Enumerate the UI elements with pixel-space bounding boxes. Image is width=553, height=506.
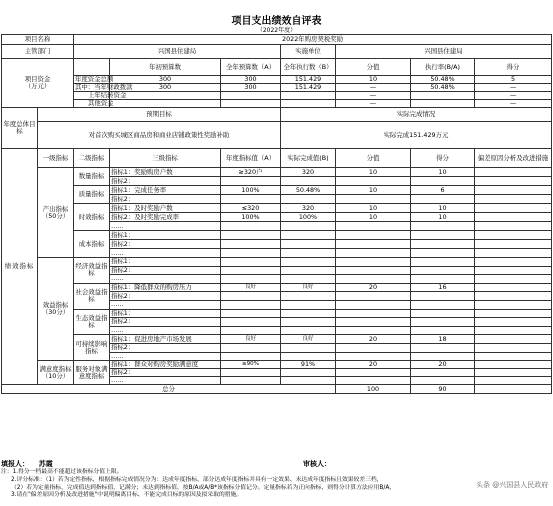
filler: 填报人： 苏霞 bbox=[1, 460, 53, 468]
level3-indicator: …… bbox=[110, 326, 221, 335]
indicator-weight: 20 bbox=[336, 335, 411, 344]
level3-indicator: 指标2： bbox=[110, 195, 221, 204]
expected-goal: 对首次购买城区商品房和商业店铺政策性奖励补助 bbox=[38, 122, 281, 149]
indicator-deviation bbox=[475, 361, 552, 369]
col-level1: 一级指标 bbox=[38, 149, 74, 168]
indicator-deviation bbox=[475, 292, 552, 301]
level3-indicator: 指标2： bbox=[110, 369, 221, 377]
indicator-weight: 20 bbox=[336, 283, 411, 292]
indicator-weight bbox=[336, 369, 411, 377]
level3-indicator: …… bbox=[110, 275, 221, 284]
fund-weight: — bbox=[336, 92, 411, 100]
indicator-weight: 10 bbox=[336, 204, 411, 213]
indicator-weight bbox=[336, 222, 411, 231]
reviewer-label: 审核人： bbox=[303, 460, 331, 468]
indicator-score bbox=[411, 222, 475, 231]
level2-indicator: 时效指标 bbox=[74, 204, 110, 231]
indicator-deviation bbox=[475, 204, 552, 213]
table-row bbox=[2, 108, 552, 122]
col-target: 年度指标值（A） bbox=[221, 149, 281, 168]
col-level2: 二级指标 bbox=[74, 149, 110, 168]
indicator-score bbox=[411, 266, 475, 275]
indicator-actual bbox=[281, 240, 336, 249]
table-row bbox=[2, 92, 552, 100]
indicator-deviation bbox=[475, 266, 552, 275]
indicator-weight: 10 bbox=[336, 168, 411, 177]
fund-row-name: 其他资金 bbox=[74, 100, 110, 108]
level2-indicator: 数量指标 bbox=[74, 168, 110, 186]
indicator-target: ≥320户 bbox=[221, 168, 281, 177]
indicator-deviation bbox=[475, 326, 552, 335]
indicator-deviation bbox=[475, 231, 552, 240]
level3-indicator: …… bbox=[110, 352, 221, 361]
funds-label: 项目资金 （万元） bbox=[2, 59, 74, 108]
level3-indicator: 指标2： bbox=[110, 177, 221, 186]
indicator-score bbox=[411, 300, 475, 309]
note-line: 3.请在"偏差原因分析及改进措施"中说明偏离目标、不能完成目标的原因及拟采取的措施。 bbox=[11, 492, 243, 499]
indicator-target bbox=[221, 326, 281, 335]
indicator-actual bbox=[281, 309, 336, 318]
indicator-deviation bbox=[475, 249, 552, 258]
table-row bbox=[2, 283, 552, 292]
indicator-target bbox=[221, 177, 281, 186]
indicator-score bbox=[411, 258, 475, 267]
indicator-score bbox=[411, 377, 475, 385]
level3-indicator: 指标1：完成任务率 bbox=[110, 186, 221, 195]
fund-exec-rate bbox=[411, 92, 475, 100]
indicator-target bbox=[221, 377, 281, 385]
indicator-actual bbox=[281, 258, 336, 267]
level3-indicator: 指标2： bbox=[110, 240, 221, 249]
indicator-actual bbox=[281, 249, 336, 258]
indicator-deviation bbox=[475, 275, 552, 284]
fund-executed: 151.429 bbox=[281, 84, 336, 92]
indicator-weight bbox=[336, 177, 411, 186]
indicator-deviation bbox=[475, 186, 552, 195]
fund-initial-budget: 300 bbox=[110, 76, 221, 84]
indicator-target bbox=[221, 266, 281, 275]
level3-indicator: 指标2： bbox=[110, 266, 221, 275]
fund-exec-rate bbox=[411, 100, 475, 108]
indicator-deviation bbox=[475, 352, 552, 361]
signature-line bbox=[1, 459, 549, 468]
indicator-actual bbox=[281, 266, 336, 275]
indicator-target bbox=[221, 352, 281, 361]
impl: 兴国县住建局 bbox=[336, 45, 552, 59]
indicator-actual bbox=[281, 292, 336, 301]
level3-indicator: …… bbox=[110, 249, 221, 258]
table-row bbox=[2, 122, 552, 149]
dept: 兴国县住建局 bbox=[74, 45, 281, 59]
fund-weight: — bbox=[336, 100, 411, 108]
level3-indicator: 指标1：群众对购房奖励满意度 bbox=[110, 361, 221, 369]
level2-indicator: 成本指标 bbox=[74, 231, 110, 258]
note-line: 注：1.得分一档最高不能超过该指标分值上限。 bbox=[1, 469, 123, 475]
indicator-target: 100% bbox=[221, 213, 281, 222]
indicator-score: 20 bbox=[411, 361, 475, 369]
indicator-target bbox=[221, 318, 281, 327]
indicator-weight bbox=[336, 309, 411, 318]
indicator-deviation bbox=[475, 177, 552, 186]
indicator-weight bbox=[336, 377, 411, 385]
actual-goal-label: 实际完成情况 bbox=[281, 108, 552, 122]
table-row bbox=[2, 385, 552, 394]
funds-col-6: 得分 bbox=[475, 59, 552, 76]
level2-indicator: 生态效益指标 bbox=[74, 309, 110, 335]
indicator-score bbox=[411, 318, 475, 327]
table-row bbox=[2, 186, 552, 195]
impl-label: 实施单位 bbox=[281, 45, 336, 59]
funds-col-2: 全年预算数（A） bbox=[221, 59, 281, 76]
indicator-actual: 良好 bbox=[281, 335, 336, 344]
col-actual: 实际完成值(B) bbox=[281, 149, 336, 168]
indicator-deviation bbox=[475, 222, 552, 231]
indicator-score: 10 bbox=[411, 168, 475, 177]
table-row bbox=[2, 309, 552, 318]
indicator-weight: 10 bbox=[336, 213, 411, 222]
indicator-score bbox=[411, 292, 475, 301]
indicator-target bbox=[221, 249, 281, 258]
indicator-weight: 20 bbox=[336, 361, 411, 369]
fund-initial-budget bbox=[110, 100, 221, 108]
form-year: （2022年度） bbox=[256, 27, 297, 34]
note-line: （2）若为定量指标，完成值达到指标值，记满分；未达到指标值，按B/A或A/B*该指标分值记分。定量指标若为正向指标，则得分计算方法应用B/A， bbox=[11, 484, 396, 491]
indicator-deviation bbox=[475, 168, 552, 177]
fund-row-name: 年度资金总额 bbox=[75, 75, 114, 83]
indicator-deviation bbox=[475, 335, 552, 344]
project-name-label: 项目名称 bbox=[2, 35, 74, 45]
total-label: 总分 bbox=[2, 385, 336, 394]
indicator-score bbox=[411, 369, 475, 377]
level3-indicator: 指标1：奖励购房户数 bbox=[110, 168, 221, 177]
table-row bbox=[2, 335, 552, 344]
indicator-actual: 320 bbox=[281, 168, 336, 177]
indicator-actual: 320 bbox=[281, 204, 336, 213]
indicator-actual bbox=[281, 177, 336, 186]
indicator-score bbox=[411, 309, 475, 318]
indicator-target bbox=[221, 231, 281, 240]
indicator-target: ≤320 bbox=[221, 204, 281, 213]
fund-score: 5 bbox=[475, 76, 552, 84]
table-row bbox=[2, 149, 552, 168]
indicator-score: 10 bbox=[411, 204, 475, 213]
fund-row-name: 上年结转资金 bbox=[74, 92, 110, 100]
indicator-score bbox=[411, 231, 475, 240]
indicator-target bbox=[221, 309, 281, 318]
indicator-score bbox=[411, 195, 475, 204]
indicator-target: 良好 bbox=[221, 283, 281, 292]
indicator-target bbox=[221, 369, 281, 377]
indicator-score bbox=[411, 326, 475, 335]
table-row bbox=[2, 100, 552, 108]
total-deviation bbox=[475, 385, 552, 394]
indicator-weight bbox=[336, 300, 411, 309]
indicator-target: 良好 bbox=[221, 335, 281, 344]
expected-goal-label: 预期目标 bbox=[38, 108, 281, 122]
table-row bbox=[2, 84, 552, 92]
watermark: 头条 @兴国县人民政府 bbox=[476, 481, 549, 489]
level3-indicator: 指标1：及时奖励户数 bbox=[110, 204, 221, 213]
level3-indicator: 指标2： bbox=[110, 318, 221, 327]
indicator-target bbox=[221, 275, 281, 284]
fund-annual-budget bbox=[221, 92, 281, 100]
level2-indicator: 质量指标 bbox=[74, 186, 110, 204]
level3-indicator: …… bbox=[110, 300, 221, 309]
table-row bbox=[2, 361, 552, 369]
total-score: 90 bbox=[411, 385, 475, 394]
indicator-actual: 91% bbox=[281, 361, 336, 369]
level3-indicator: 指标2： bbox=[110, 292, 221, 301]
indicator-target bbox=[221, 240, 281, 249]
indicator-target: ≥90% bbox=[221, 361, 281, 369]
indicator-actual bbox=[281, 300, 336, 309]
level3-indicator: 指标1： bbox=[110, 231, 221, 240]
indicator-score bbox=[411, 249, 475, 258]
indicator-actual: 100% bbox=[281, 213, 336, 222]
indicator-weight: 10 bbox=[336, 186, 411, 195]
dept-label: 主管部门 bbox=[2, 45, 74, 59]
project-name: 2022年购房契税奖励 bbox=[74, 35, 552, 45]
level3-indicator: …… bbox=[110, 377, 221, 385]
indicator-target bbox=[221, 343, 281, 352]
table-row bbox=[2, 168, 552, 177]
funds-col-4: 分值 bbox=[336, 59, 411, 76]
indicator-weight bbox=[336, 240, 411, 249]
indicator-weight bbox=[336, 343, 411, 352]
indicator-actual: 良好 bbox=[281, 283, 336, 292]
funds-col-5: 执行率(B/A) bbox=[411, 59, 475, 76]
evaluation-table bbox=[1, 34, 552, 394]
funds-col-1: 年初预算数 bbox=[110, 59, 221, 76]
indicator-weight bbox=[336, 266, 411, 275]
indicator-weight bbox=[336, 249, 411, 258]
indicator-target: 100% bbox=[221, 186, 281, 195]
col-weight: 分值 bbox=[336, 149, 411, 168]
actual-goal: 实际完成151.429万元 bbox=[281, 122, 552, 149]
fund-executed: 151.429 bbox=[281, 76, 336, 84]
indicator-score bbox=[411, 343, 475, 352]
indicator-deviation bbox=[475, 318, 552, 327]
performance-indicator-label: 绩效指标 bbox=[2, 149, 38, 385]
indicator-actual bbox=[281, 318, 336, 327]
note-line: 2.评分标准：（1）若为定性指标，根据指标完成情况分为：达成年度指标、部分达成年度指标并具有一定效果、未达成年度指标且效果较差三档， bbox=[11, 476, 383, 483]
indicator-score bbox=[411, 275, 475, 284]
level2-indicator: 服务对象满意度指标 bbox=[74, 361, 110, 385]
fund-score: — bbox=[475, 92, 552, 100]
notes bbox=[1, 469, 549, 500]
fund-weight: 10 bbox=[336, 76, 411, 84]
indicator-score: 18 bbox=[411, 335, 475, 344]
level2-indicator: 可持续影响指标 bbox=[74, 335, 110, 361]
indicator-weight bbox=[336, 275, 411, 284]
output-indicator-label: 产出指标（50分） bbox=[38, 168, 74, 258]
fund-annual-budget: 300 bbox=[221, 84, 281, 92]
indicator-deviation bbox=[475, 369, 552, 377]
col-deviation: 偏差原因分析及改进措施 bbox=[475, 149, 552, 168]
indicator-weight bbox=[336, 231, 411, 240]
level3-indicator: …… bbox=[110, 222, 221, 231]
level3-indicator: 指标2： bbox=[110, 343, 221, 352]
level3-indicator: 指标2：及时奖励完成率 bbox=[110, 213, 221, 222]
indicator-actual bbox=[281, 377, 336, 385]
indicator-actual bbox=[281, 369, 336, 377]
table-row bbox=[2, 204, 552, 213]
indicator-deviation bbox=[475, 300, 552, 309]
indicator-actual bbox=[281, 195, 336, 204]
indicator-deviation bbox=[475, 258, 552, 267]
form-title: 项目支出绩效自评表 bbox=[231, 16, 322, 27]
col-level3: 三级指标 bbox=[110, 149, 221, 168]
benefit-indicator-label: 效益指标（30分） bbox=[38, 258, 74, 361]
fund-initial-budget bbox=[110, 92, 221, 100]
indicator-score bbox=[411, 240, 475, 249]
indicator-deviation bbox=[475, 195, 552, 204]
indicator-weight bbox=[336, 326, 411, 335]
total-weight: 100 bbox=[336, 385, 411, 394]
indicator-target bbox=[221, 300, 281, 309]
funds-blank bbox=[74, 59, 110, 76]
table-row bbox=[2, 231, 552, 240]
indicator-target bbox=[221, 292, 281, 301]
fund-executed bbox=[281, 92, 336, 100]
indicator-target bbox=[221, 258, 281, 267]
indicator-deviation bbox=[475, 283, 552, 292]
table-row bbox=[2, 258, 552, 267]
indicator-deviation bbox=[475, 213, 552, 222]
indicator-actual bbox=[281, 231, 336, 240]
level2-indicator: 经济效益指标 bbox=[74, 258, 110, 284]
indicator-score bbox=[411, 177, 475, 186]
indicator-target bbox=[221, 195, 281, 204]
indicator-score: 10 bbox=[411, 213, 475, 222]
indicator-score: 6 bbox=[411, 186, 475, 195]
indicator-actual bbox=[281, 343, 336, 352]
indicator-actual: 50.48% bbox=[281, 186, 336, 195]
fund-exec-rate: 50.48% bbox=[411, 84, 475, 92]
fund-annual-budget: 300 bbox=[221, 76, 281, 84]
indicator-deviation bbox=[475, 240, 552, 249]
indicator-weight bbox=[336, 292, 411, 301]
fund-initial-budget: 300 bbox=[110, 84, 221, 92]
indicator-deviation bbox=[475, 309, 552, 318]
level3-indicator: 指标1： bbox=[110, 258, 221, 267]
fund-score: — bbox=[475, 84, 552, 92]
fund-executed bbox=[281, 100, 336, 108]
fund-row-name: 其中：当年财政拨款 bbox=[75, 83, 133, 91]
indicator-score: 16 bbox=[411, 283, 475, 292]
indicator-weight bbox=[336, 258, 411, 267]
level2-indicator: 社会效益指标 bbox=[74, 283, 110, 309]
level3-indicator: 指标1：促进房地产市场发展 bbox=[110, 335, 221, 344]
indicator-actual bbox=[281, 326, 336, 335]
fund-score: — bbox=[475, 100, 552, 108]
indicator-target bbox=[221, 222, 281, 231]
fund-annual-budget bbox=[221, 100, 281, 108]
indicator-deviation bbox=[475, 377, 552, 385]
indicator-actual bbox=[281, 275, 336, 284]
level3-indicator: 指标1： bbox=[110, 309, 221, 318]
satisfaction-indicator-label: 满意度指标（10分） bbox=[38, 361, 74, 385]
indicator-actual bbox=[281, 222, 336, 231]
indicator-weight bbox=[336, 195, 411, 204]
level3-indicator: 指标1：降低群众的购房压力 bbox=[110, 283, 221, 292]
fund-weight: — bbox=[336, 84, 411, 92]
indicator-deviation bbox=[475, 343, 552, 352]
col-score: 得分 bbox=[411, 149, 475, 168]
funds-col-3: 全年执行数（B） bbox=[281, 59, 336, 76]
annual-goal-label: 年度总体目标 bbox=[2, 108, 38, 149]
indicator-weight bbox=[336, 318, 411, 327]
fund-exec-rate: 50.48% bbox=[411, 76, 475, 84]
